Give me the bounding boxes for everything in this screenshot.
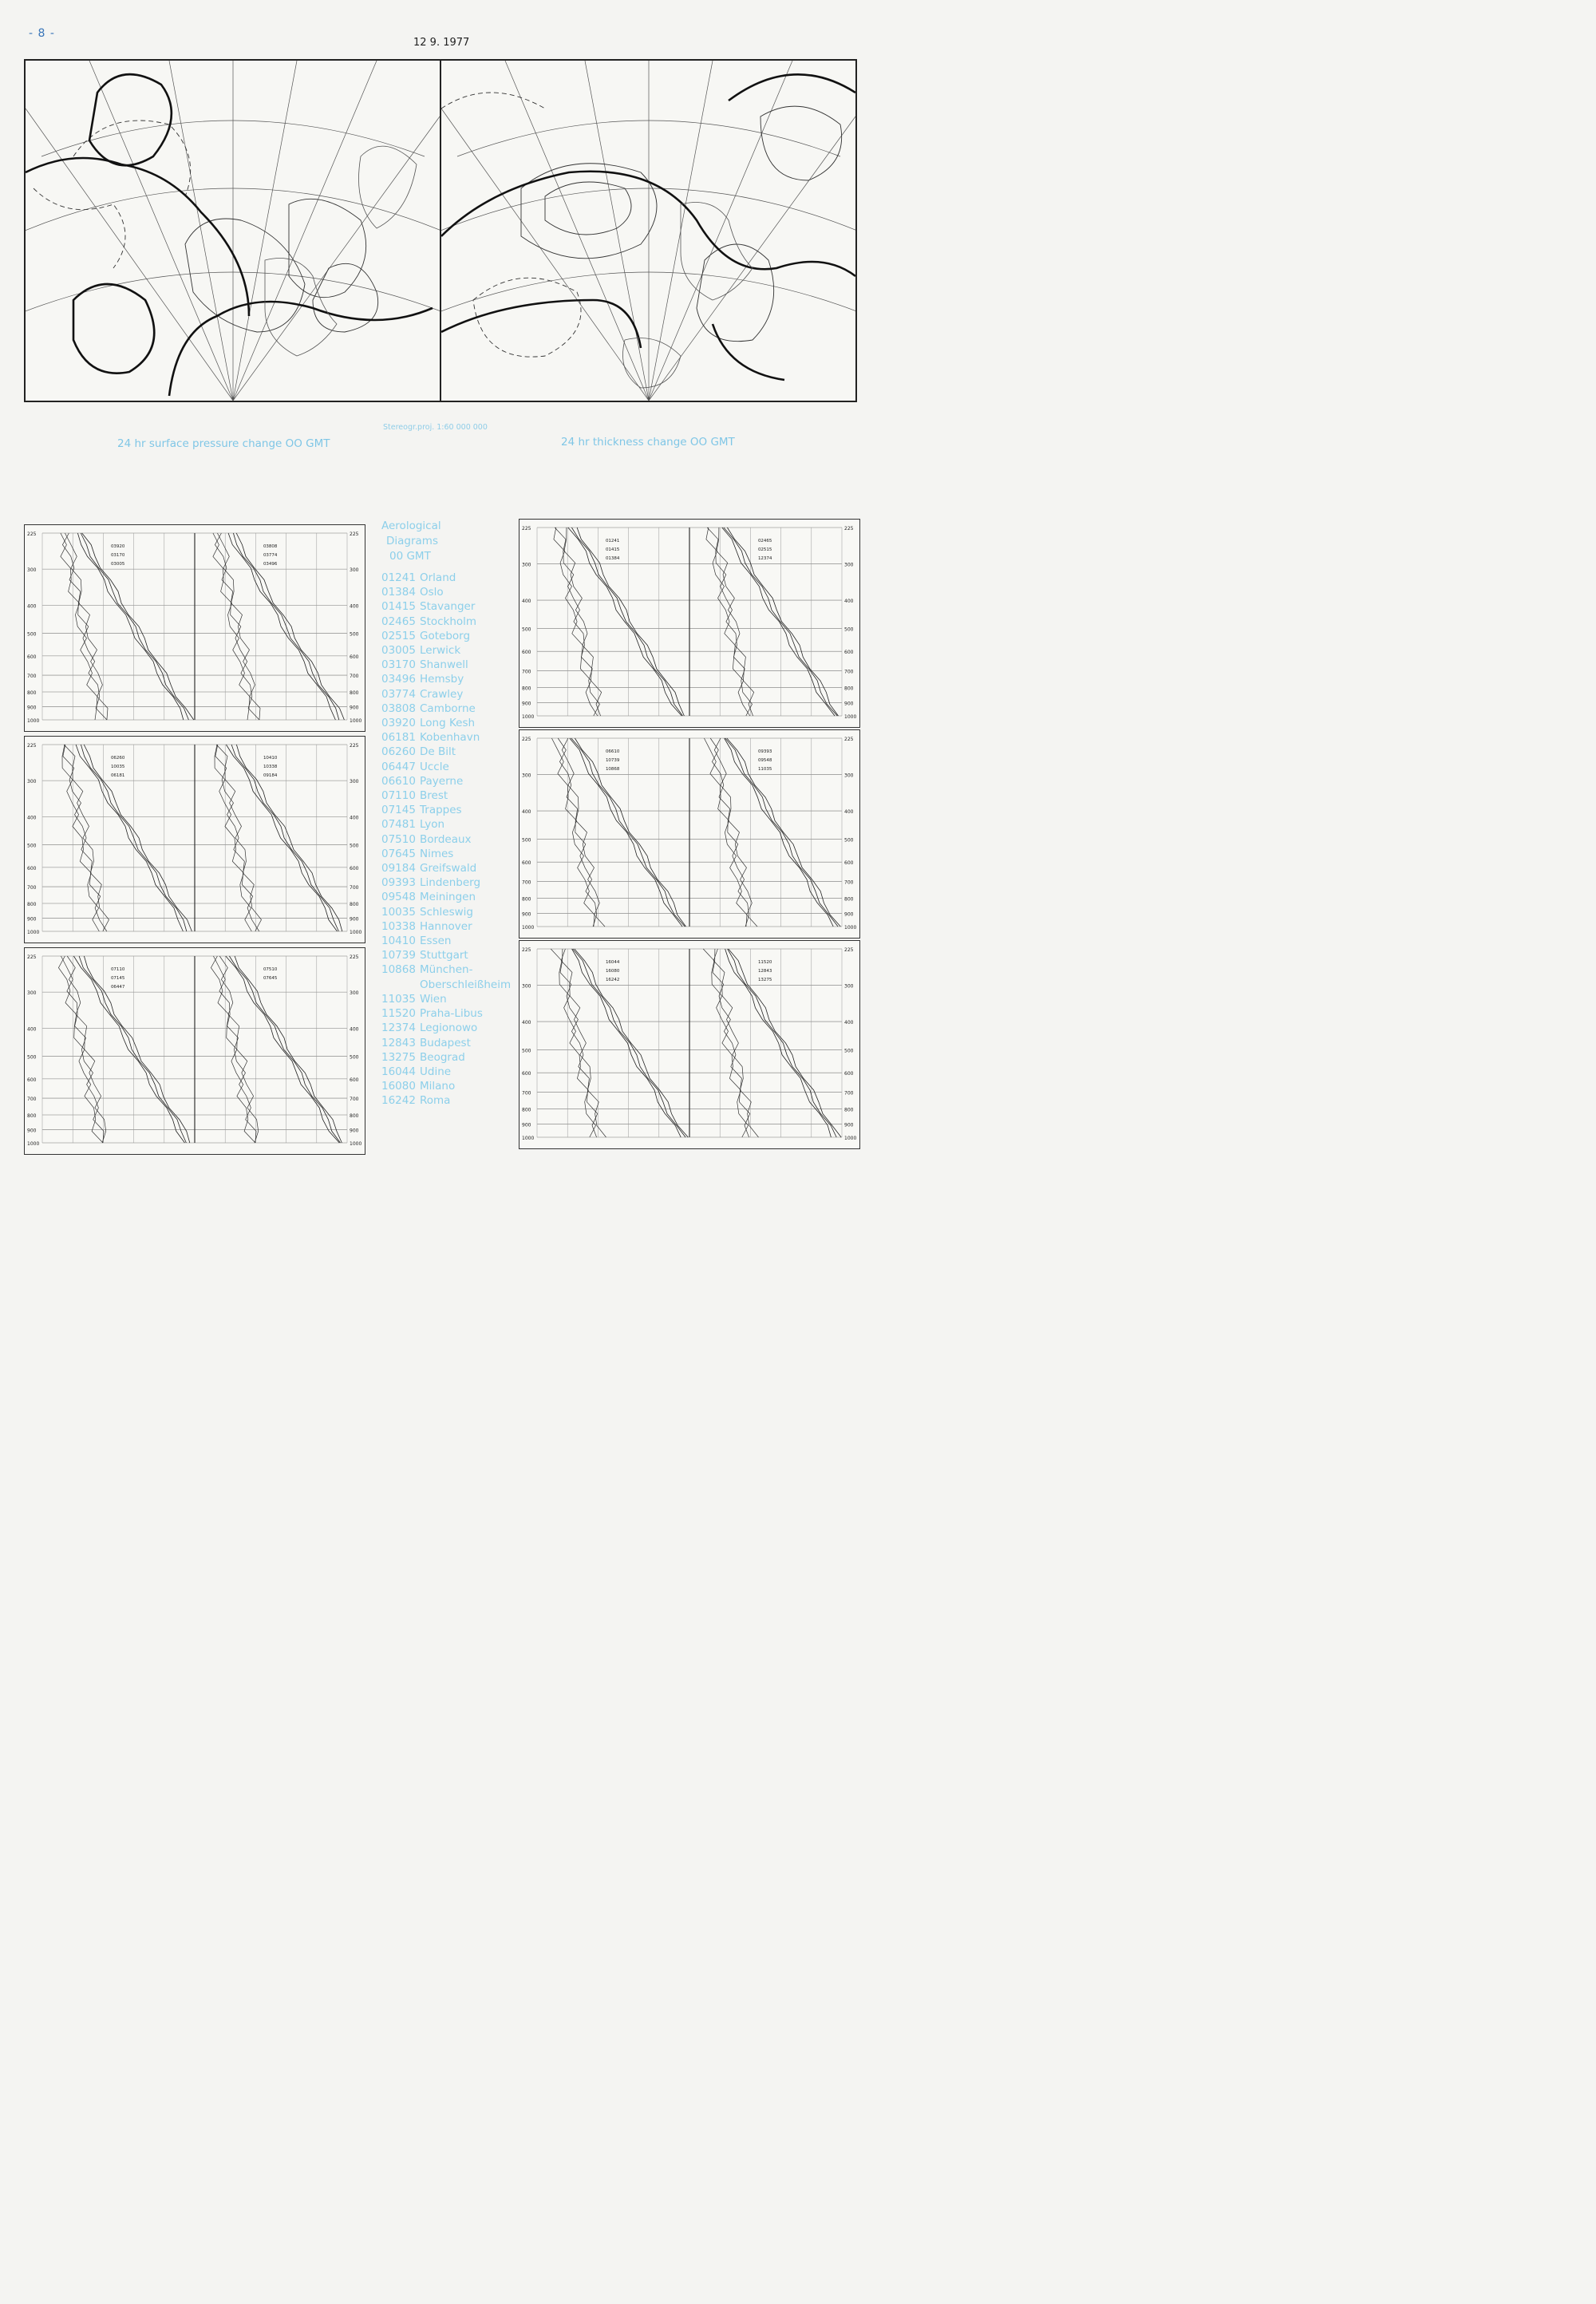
diagram-svg: [519, 730, 859, 938]
pressure-tick-label: 1000: [844, 1136, 857, 1141]
station-code: 06260: [381, 745, 416, 759]
pressure-tick-label: 300: [522, 562, 531, 568]
station-code-label: 13275: [757, 978, 772, 982]
station-row: [381, 629, 511, 643]
pressure-tick-label: 700: [350, 674, 359, 680]
pressure-tick-label: 900: [350, 1128, 359, 1134]
station-code-label: 07110: [110, 967, 125, 972]
pressure-tick-label: 1000: [350, 1141, 362, 1147]
station-code-label: 03496: [263, 562, 278, 567]
pressure-tick-label: 900: [844, 701, 854, 707]
station-row: [381, 861, 511, 875]
station-row: [381, 847, 511, 861]
station-row: [381, 803, 511, 817]
station-code-label: 07510: [263, 967, 278, 972]
station-row: [381, 658, 511, 672]
station-code-label: 09393: [757, 749, 772, 754]
station-code-label: 03808: [263, 544, 278, 549]
right-map-caption: 24 hr thickness change OO GMT: [561, 436, 735, 449]
pressure-tick-label: 225: [522, 947, 531, 953]
station-name: Milano: [420, 1080, 456, 1093]
station-code-label: 12374: [757, 556, 772, 561]
station-code: 10035: [381, 905, 416, 919]
station-row: [381, 875, 511, 890]
station-code-label: 02465: [757, 539, 772, 543]
station-code-label: 09184: [263, 773, 278, 778]
station-name: De Bilt: [420, 745, 456, 759]
pressure-tick-label: 900: [27, 1128, 37, 1134]
pressure-tick-label: 1000: [522, 925, 535, 931]
station-row: [381, 716, 511, 730]
pressure-tick-label: 900: [844, 911, 854, 918]
station-name: Camborne: [420, 701, 476, 715]
page-number: - 8 -: [29, 27, 55, 40]
station-row: [381, 1079, 511, 1093]
aerological-diagram: [519, 729, 860, 939]
station-code: 03808: [381, 701, 416, 715]
station-name: Meiningen: [420, 891, 476, 904]
pressure-tick-label: 225: [844, 526, 854, 532]
pressure-tick-label: 300: [350, 779, 359, 785]
station-name: Shanwell: [420, 658, 468, 672]
pressure-tick-label: 300: [844, 983, 854, 990]
station-row: [381, 760, 511, 774]
station-code-label: 03005: [110, 562, 125, 567]
station-code-label: 01241: [605, 539, 620, 543]
pressure-tick-label: 1000: [27, 1141, 40, 1147]
station-row: [381, 832, 511, 847]
pressure-tick-label: 600: [27, 1077, 37, 1083]
station-name: Long Kesh: [420, 717, 476, 730]
station-code: 03774: [381, 687, 416, 701]
station-code: 11035: [381, 992, 416, 1006]
pressure-tick-label: 300: [350, 990, 359, 997]
station-code: 16242: [381, 1094, 416, 1108]
station-code: 13275: [381, 1050, 416, 1064]
station-name: Crawley: [420, 687, 464, 701]
aerological-diagram: [519, 940, 860, 1149]
pressure-tick-label: 700: [350, 1097, 359, 1103]
pressure-tick-label: 225: [844, 737, 854, 742]
pressure-tick-label: 225: [350, 743, 359, 749]
pressure-tick-label: 300: [522, 983, 531, 990]
station-name: Udine: [420, 1065, 452, 1078]
pressure-tick-label: 500: [844, 626, 854, 633]
station-row: [381, 1093, 511, 1108]
station-name: München-: [420, 963, 473, 977]
station-code-label: 06610: [605, 749, 620, 754]
pressure-tick-label: 1000: [522, 1136, 535, 1141]
pressure-tick-label: 1000: [844, 714, 857, 720]
pressure-tick-label: 225: [350, 532, 359, 537]
surface-pressure-change-map: [24, 59, 441, 402]
pressure-tick-label: 500: [27, 631, 37, 638]
pressure-tick-label: 600: [27, 654, 37, 660]
legend-title-line: Diagrams: [386, 535, 438, 547]
station-code-label: 16044: [605, 960, 620, 965]
station-name: Payerne: [420, 774, 464, 788]
station-row: [381, 948, 511, 962]
station-row: [381, 905, 511, 919]
pressure-tick-label: 800: [27, 901, 37, 907]
station-code-label: 06447: [110, 985, 125, 990]
aerological-diagram: [24, 736, 365, 943]
projection-note: Stereogr.proj. 1:60 000 000: [383, 423, 488, 432]
station-name: Trappes: [420, 804, 462, 817]
station-code-label: 01384: [605, 556, 620, 561]
station-name: Essen: [420, 935, 452, 948]
station-code: 16080: [381, 1080, 416, 1093]
pressure-tick-label: 700: [27, 674, 37, 680]
pressure-tick-label: 700: [844, 1090, 854, 1097]
pressure-tick-label: 700: [844, 879, 854, 886]
pressure-tick-label: 500: [522, 626, 531, 633]
station-row: [381, 1006, 511, 1021]
station-code: 07145: [381, 804, 416, 817]
station-name: Oberschleißheim: [420, 978, 512, 991]
pressure-tick-label: 900: [522, 701, 531, 707]
pressure-tick-label: 500: [844, 837, 854, 844]
station-code-label: 10868: [605, 767, 620, 772]
pressure-tick-label: 500: [350, 631, 359, 638]
station-name: Lyon: [420, 818, 445, 832]
pressure-tick-label: 800: [350, 690, 359, 696]
station-row: [381, 701, 511, 716]
pressure-tick-label: 1000: [522, 714, 535, 720]
pressure-tick-label: 600: [844, 860, 854, 867]
pressure-tick-label: 800: [27, 690, 37, 696]
pressure-tick-label: 500: [350, 1054, 359, 1061]
station-row: [381, 1036, 511, 1050]
station-code-label: 12843: [757, 969, 772, 974]
pressure-tick-label: 400: [522, 599, 531, 605]
station-code: 11520: [381, 1007, 416, 1021]
pressure-tick-label: 700: [522, 669, 531, 675]
pressure-tick-label: 800: [350, 1112, 359, 1119]
pressure-tick-label: 600: [522, 860, 531, 867]
station-code: 03496: [381, 673, 416, 686]
pressure-tick-label: 700: [27, 1097, 37, 1103]
station-name: Kobenhavn: [420, 731, 480, 745]
pressure-tick-label: 300: [27, 779, 37, 785]
station-name: Stuttgart: [420, 949, 468, 962]
pressure-tick-label: 300: [27, 990, 37, 997]
station-code: [381, 978, 420, 992]
station-row: [381, 788, 511, 803]
pressure-tick-label: 900: [844, 1122, 854, 1128]
aerological-diagram: [24, 524, 365, 732]
pressure-tick-label: 300: [350, 567, 359, 574]
station-code-label: 10410: [263, 756, 278, 761]
station-code-label: 03170: [110, 553, 125, 558]
coastline-shapes: [623, 203, 753, 389]
station-code: 10410: [381, 935, 416, 948]
station-row: [381, 962, 511, 977]
station-code: 07645: [381, 847, 416, 860]
station-row: [381, 978, 511, 992]
pressure-tick-label: 800: [27, 1112, 37, 1119]
station-code: 02515: [381, 629, 416, 642]
station-code: 10868: [381, 963, 416, 977]
station-code: 07110: [381, 789, 416, 803]
station-legend: [381, 519, 511, 1109]
pressure-tick-label: 400: [350, 603, 359, 610]
station-code: 06447: [381, 760, 416, 773]
pressure-tick-label: 1000: [350, 718, 362, 724]
page-date: 12 9. 1977: [413, 37, 470, 49]
station-code-label: 16242: [605, 978, 620, 982]
pressure-tick-label: 400: [522, 809, 531, 816]
pressure-tick-label: 500: [27, 1054, 37, 1061]
station-code: 10739: [381, 949, 416, 962]
station-code-label: 11035: [757, 767, 772, 772]
station-name: Oslo: [420, 586, 444, 599]
pressure-tick-label: 800: [350, 901, 359, 907]
pressure-tick-label: 225: [27, 954, 37, 960]
station-code-label: 02515: [757, 547, 772, 552]
station-name: Lindenberg: [420, 876, 481, 890]
pressure-tick-label: 400: [350, 815, 359, 821]
station-code: 03005: [381, 644, 416, 658]
pressure-tick-label: 600: [350, 1077, 359, 1083]
pressure-tick-label: 700: [844, 669, 854, 675]
station-name: Lerwick: [420, 644, 461, 658]
pressure-tick-label: 1000: [27, 930, 40, 935]
station-name: Schleswig: [420, 905, 473, 919]
station-code: 01384: [381, 586, 416, 599]
station-name: Beograd: [420, 1050, 465, 1064]
pressure-tick-label: 600: [844, 1071, 854, 1077]
station-row: [381, 1065, 511, 1079]
station-row: [381, 1050, 511, 1065]
pressure-tick-label: 900: [27, 705, 37, 711]
station-code-label: 03920: [110, 544, 125, 549]
legend-title-line: Aerological: [381, 520, 441, 532]
station-code-label: 09548: [757, 758, 772, 763]
pressure-tick-label: 700: [522, 1090, 531, 1097]
pressure-tick-label: 225: [27, 743, 37, 749]
thickness-change-map: [440, 59, 857, 402]
station-row: [381, 934, 511, 948]
station-name: Praha-Libus: [420, 1007, 483, 1021]
pressure-tick-label: 400: [844, 1020, 854, 1026]
pressure-tick-label: 700: [522, 879, 531, 886]
pressure-tick-label: 700: [350, 885, 359, 891]
pressure-tick-label: 400: [844, 809, 854, 816]
station-code: 06610: [381, 774, 416, 788]
pressure-tick-label: 500: [522, 1048, 531, 1054]
station-code-label: 03774: [263, 553, 278, 558]
station-name: Hannover: [420, 919, 472, 933]
pressure-tick-label: 300: [522, 773, 531, 779]
station-row: [381, 745, 511, 759]
station-code-label: 10338: [263, 765, 278, 769]
station-name: Uccle: [420, 760, 449, 773]
station-code: 07510: [381, 832, 416, 846]
pressure-tick-label: 225: [844, 947, 854, 953]
pressure-tick-label: 300: [844, 773, 854, 779]
station-code-label: 06260: [110, 756, 125, 761]
station-code: 09548: [381, 891, 416, 904]
station-code: 03170: [381, 658, 416, 672]
station-list: [381, 571, 511, 1109]
pressure-tick-label: 900: [522, 1122, 531, 1128]
station-name: Goteborg: [420, 629, 471, 642]
pressure-tick-label: 400: [27, 1026, 37, 1033]
left-map-caption: 24 hr surface pressure change OO GMT: [117, 437, 330, 450]
station-row: [381, 919, 511, 934]
diagram-svg: [25, 948, 365, 1154]
aerological-diagram: [24, 947, 365, 1155]
station-name: Bordeaux: [420, 832, 472, 846]
station-row: [381, 890, 511, 904]
pressure-tick-label: 400: [27, 815, 37, 821]
station-code: 12843: [381, 1036, 416, 1049]
station-code-label: 11520: [757, 960, 772, 965]
station-code: 06181: [381, 731, 416, 745]
station-code-label: 10035: [110, 765, 125, 769]
station-name: Stockholm: [420, 615, 477, 628]
station-row: [381, 992, 511, 1006]
pressure-tick-label: 600: [27, 865, 37, 871]
diagram-svg: [519, 941, 859, 1148]
station-name: Nimes: [420, 847, 454, 860]
pressure-tick-label: 225: [27, 532, 37, 537]
station-code: 09393: [381, 876, 416, 890]
station-row: [381, 672, 511, 686]
pressure-tick-label: 800: [522, 1107, 531, 1113]
station-name: Hemsby: [420, 673, 464, 686]
pressure-tick-label: 400: [522, 1020, 531, 1026]
station-row: [381, 585, 511, 599]
coastline-shapes: [265, 146, 417, 356]
station-row: [381, 730, 511, 745]
pressure-tick-label: 600: [522, 650, 531, 656]
station-code: 10338: [381, 919, 416, 933]
pressure-tick-label: 225: [522, 526, 531, 532]
pressure-tick-label: 900: [350, 916, 359, 923]
station-name: Brest: [420, 789, 448, 803]
station-code-label: 16080: [605, 969, 620, 974]
pressure-tick-label: 500: [350, 843, 359, 849]
pressure-tick-label: 600: [844, 650, 854, 656]
pressure-tick-label: 300: [27, 567, 37, 574]
thickness-map-figure: [441, 61, 855, 401]
pressure-tick-label: 900: [350, 705, 359, 711]
station-code: 09184: [381, 862, 416, 875]
station-name: Stavanger: [420, 600, 476, 614]
station-row: [381, 817, 511, 832]
station-code: 01241: [381, 571, 416, 584]
station-row: [381, 687, 511, 701]
pressure-tick-label: 400: [27, 603, 37, 610]
pressure-tick-label: 500: [522, 837, 531, 844]
station-name: Roma: [420, 1094, 451, 1108]
station-code: 03920: [381, 717, 416, 730]
station-name: Orland: [420, 571, 456, 584]
diagram-svg: [25, 737, 365, 943]
pressure-tick-label: 800: [522, 686, 531, 692]
station-row: [381, 615, 511, 629]
pressure-tick-label: 225: [522, 737, 531, 742]
pressure-tick-label: 1000: [844, 925, 857, 931]
pressure-tick-label: 225: [350, 954, 359, 960]
pressure-tick-label: 800: [522, 896, 531, 903]
pressure-tick-label: 800: [844, 686, 854, 692]
diagram-svg: [519, 520, 859, 727]
station-name: Budapest: [420, 1036, 471, 1049]
station-code: 12374: [381, 1022, 416, 1035]
pressure-tick-label: 900: [27, 916, 37, 923]
station-code: 01415: [381, 600, 416, 614]
pressure-tick-label: 800: [844, 1107, 854, 1113]
station-row: [381, 643, 511, 658]
pressure-tick-label: 400: [844, 599, 854, 605]
station-name: Wien: [420, 992, 447, 1006]
legend-title-line: 00 GMT: [389, 550, 431, 563]
pressure-tick-label: 600: [350, 654, 359, 660]
station-code-label: 06181: [110, 773, 125, 778]
station-code: 02465: [381, 615, 416, 628]
pressure-tick-label: 1000: [350, 930, 362, 935]
pressure-tick-label: 500: [844, 1048, 854, 1054]
pressure-map-figure: [26, 61, 440, 401]
station-code-label: 10739: [605, 758, 620, 763]
station-row: [381, 774, 511, 788]
pressure-tick-label: 600: [350, 865, 359, 871]
station-code-label: 07645: [263, 976, 278, 981]
diagram-svg: [25, 525, 365, 731]
pressure-tick-label: 400: [350, 1026, 359, 1033]
pressure-tick-label: 600: [522, 1071, 531, 1077]
legend-title: [381, 519, 511, 564]
pressure-tick-label: 500: [27, 843, 37, 849]
aerological-diagram: [519, 519, 860, 728]
station-code-label: 01415: [605, 547, 620, 552]
pressure-tick-label: 300: [844, 562, 854, 568]
pressure-tick-label: 700: [27, 885, 37, 891]
pressure-tick-label: 1000: [27, 718, 40, 724]
station-row: [381, 571, 511, 585]
station-row: [381, 599, 511, 614]
pressure-tick-label: 900: [522, 911, 531, 918]
station-row: [381, 1021, 511, 1035]
station-name: Legionowo: [420, 1022, 478, 1035]
station-code: 16044: [381, 1065, 416, 1078]
pressure-tick-label: 800: [844, 896, 854, 903]
station-code-label: 07145: [110, 976, 125, 981]
station-name: Greifswald: [420, 862, 477, 875]
station-code: 07481: [381, 818, 416, 832]
